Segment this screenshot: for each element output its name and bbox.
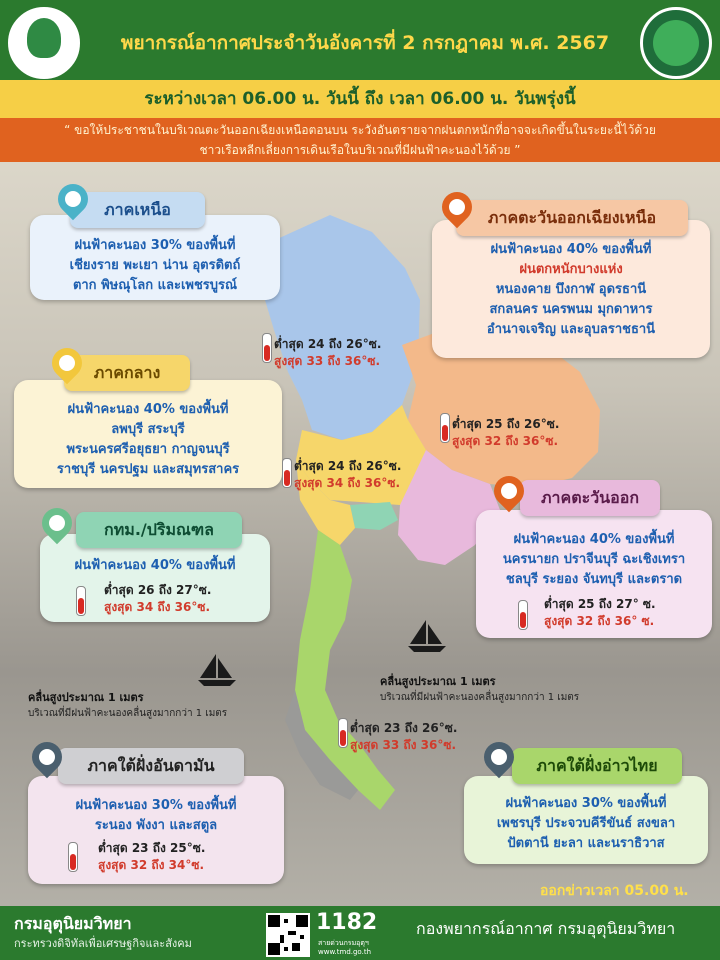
south-andaman-temp [98,840,205,874]
central-rain: ฝนฟ้าคะนอง 40% ของพื้นที่ [67,402,229,417]
central-name: ภาคกลาง [93,363,161,382]
central-provinces-1: ลพบุรี สระบุรี [111,422,185,437]
east-tmax: สูงสุด 32 ถึง 36° ซ. [544,614,655,628]
sailboat-icon [194,652,240,690]
south-tmin: ต่ำสุด 23 ถึง 26°ซ. [350,721,458,735]
page-title: พยากรณ์อากาศประจำวันอังคารที่ 2 กรกฎาคม พ.ศ. 2567 [120,32,610,54]
region-bangkok-shape [350,502,398,530]
north-temp [274,336,381,370]
northeast-heavy-rain: ฝนตกหนักบางแห่ง [519,262,623,277]
northeast-tag [456,200,688,236]
andaman-wave-info [28,688,227,721]
south-gulf-tag [512,748,682,784]
sailboat-icon [404,618,450,656]
central-provinces-2: พระนครศรีอยุธยา กาญจนบุรี [66,442,230,457]
footer-hotline[interactable]: 1182 [316,910,378,935]
qr-code-icon[interactable] [266,913,310,957]
thermometer-icon [68,842,78,872]
warning-banner [0,118,720,162]
northeast-provinces-3: อำนาจเจริญ และอุบลราชธานี [486,322,656,337]
east-provinces-2: ชลบุรี ระยอง จันทบุรี และตราด [505,572,683,587]
gulf-wave-sub: บริเวณที่มีฝนฟ้าคะนองคลื่นสูงมากกว่า 1 เมตร [380,692,580,703]
issued-time: ออกข่าวเวลา 05.00 น. [540,883,689,899]
thermometer-icon [282,458,292,488]
south-andaman-tmax: สูงสุด 32 ถึง 34°ซ. [98,858,205,872]
north-tmax: สูงสุด 33 ถึง 36°ซ. [274,354,381,368]
south-andaman-name: ภาคใต้ฝั่งอันดามัน [87,756,215,775]
central-tag [64,355,190,391]
south-gulf-rain: ฝนฟ้าคะนอง 30% ของพื้นที่ [505,796,667,811]
footer-website[interactable]: www.tmd.go.th [318,948,371,956]
gulf-wave-info [380,672,579,705]
tmd-logo-icon [640,7,712,79]
thermometer-icon [262,333,272,363]
bangkok-name: กทม./ปริมณฑล [104,520,214,539]
thermometer-icon [76,586,86,616]
warning-line-1: “ ขอให้ประชาชนในบริเวณตะวันออกเฉียงเหนือตอนบน ระวังอันตรายจากฝนตกหนักที่อาจจะเกิดขึ้นในระยะนี้ไว้ด้วย [64,123,656,137]
south-tmax: สูงสุด 33 ถึง 36°ซ. [350,738,457,752]
south-gulf-body [464,794,708,854]
north-rain: ฝนฟ้าคะนอง 30% ของพื้นที่ [74,238,236,253]
thermometer-icon [440,413,450,443]
north-provinces-1: เชียงราย พะเยา น่าน อุตรดิตถ์ [69,258,241,273]
footer-department: กรมอุตุนิยมวิทยา [14,914,132,933]
northeast-rain: ฝนฟ้าคะนอง 40% ของพื้นที่ [490,242,652,257]
region-north-shape [262,215,420,440]
north-body [30,236,280,296]
south-andaman-body [28,796,284,836]
east-provinces-1: นครนายก ปราจีนบุรี ฉะเชิงเทรา [502,552,686,567]
andaman-wave-title: คลื่นสูงประมาณ 1 เมตร [28,691,144,704]
northeast-provinces-1: หนองคาย บึงกาฬ อุดรธานี [495,282,647,297]
south-gulf-provinces-1: เพชรบุรี ประจวบคีรีขันธ์ สงขลา [496,816,676,831]
northeast-provinces-2: สกลนคร นครพนม มุกดาหาร [489,302,653,317]
bangkok-tmin: ต่ำสุด 26 ถึง 27°ซ. [104,583,212,597]
northeast-temp [452,416,559,450]
south-gulf-provinces-2: ปัตตานี ยะลา และนราธิวาส [507,836,665,851]
northeast-body [432,240,710,340]
footer-hotline-label: สายด่วนกรมอุตุฯ [318,939,369,947]
east-tmin: ต่ำสุด 25 ถึง 27° ซ. [544,597,656,611]
south-gulf-name: ภาคใต้ฝั่งอ่าวไทย [536,756,658,775]
east-tag [520,480,660,516]
south-andaman-provinces: ระนอง พังงา และสตูล [94,818,218,833]
northeast-tmin: ต่ำสุด 25 ถึง 26°ซ. [452,417,560,431]
north-name: ภาคเหนือ [104,200,171,219]
south-andaman-rain: ฝนฟ้าคะนอง 30% ของพื้นที่ [75,798,237,813]
footer-office: กองพยากรณ์อากาศ กรมอุตุนิยมวิทยา [416,919,676,938]
central-tmax: สูงสุด 34 ถึง 36°ซ. [294,476,401,490]
north-provinces-2: ตาก พิษณุโลก และเพชรบูรณ์ [72,278,238,293]
footer-ministry: กระทรวงดิจิทัลเพื่อเศรษฐกิจและสังคม [14,937,192,950]
east-body [476,530,712,590]
east-rain: ฝนฟ้าคะนอง 40% ของพื้นที่ [513,532,675,547]
andaman-wave-sub: บริเวณที่มีฝนฟ้าคะนองคลื่นสูงมากกว่า 1 เมตร [28,708,228,719]
northeast-tmax: สูงสุด 32 ถึง 36°ซ. [452,434,559,448]
north-tmin: ต่ำสุด 24 ถึง 26°ซ. [274,337,382,351]
north-tag [70,192,205,228]
time-range-banner: ระหว่างเวลา 06.00 น. วันนี้ ถึง เวลา 06.00 น. วันพรุ่งนี้ [0,80,720,118]
central-tmin: ต่ำสุด 24 ถึง 26°ซ. [294,459,402,473]
east-temp [544,596,656,630]
warning-line-2: ชาวเรือหลีกเลี่ยงการเดินเรือในบริเวณที่มีฝนฟ้าคะนองไว้ด้วย ” [199,143,521,157]
south-andaman-tmin: ต่ำสุด 23 ถึง 25°ซ. [98,841,206,855]
bangkok-tag [76,512,242,548]
central-body [14,400,282,480]
central-temp [294,458,401,492]
northeast-name: ภาคตะวันออกเฉียงเหนือ [487,208,657,227]
seal-logo-icon [8,7,80,79]
south-temp [350,720,457,754]
thermometer-icon [338,718,348,748]
east-name: ภาคตะวันออก [540,488,640,507]
south-andaman-tag [58,748,244,784]
gulf-wave-title: คลื่นสูงประมาณ 1 เมตร [380,675,496,688]
thermometer-icon [518,600,528,630]
bangkok-rain: ฝนฟ้าคะนอง 40% ของพื้นที่ [74,558,236,573]
central-provinces-3: ราชบุรี นครปฐม และสมุทรสาคร [56,462,240,477]
qr-code-pattern [268,915,308,955]
bangkok-tmax: สูงสุด 34 ถึง 36°ซ. [104,600,211,614]
bangkok-temp [104,582,211,616]
